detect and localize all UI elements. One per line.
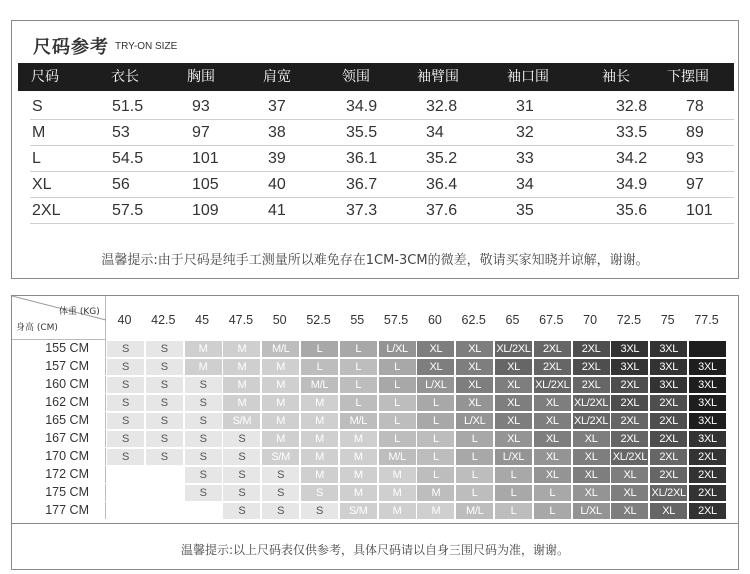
size-value: 89 — [686, 124, 704, 141]
fit-cell: L — [340, 377, 377, 393]
size-value: 51.5 — [112, 98, 144, 115]
size-value: 41 — [268, 202, 286, 219]
header-collar: 领围 — [342, 69, 370, 85]
fit-cell: L — [456, 431, 493, 447]
fit-cell: S — [146, 395, 183, 411]
fit-cell: 3XL — [689, 395, 726, 411]
fit-cell: S — [223, 431, 260, 447]
fit-cell: 2XL — [573, 341, 610, 357]
fit-cell: M — [301, 449, 338, 465]
height-row-header — [12, 484, 106, 501]
height-label: 175 CM — [45, 485, 89, 499]
fit-cell: M/L — [456, 503, 493, 519]
weight-column-header: 40 — [117, 313, 132, 327]
height-axis-label: 身高 (CM) — [16, 323, 58, 333]
weight-column-header: 60 — [427, 313, 442, 327]
fit-cell: S — [301, 485, 338, 501]
fit-cell: XL — [495, 431, 532, 447]
fit-cell: 2XL — [534, 341, 571, 357]
size-value: 38 — [268, 124, 286, 141]
fit-cell: L — [417, 395, 454, 411]
fit-cell: M — [185, 341, 222, 357]
fit-cell: XL — [534, 395, 571, 411]
fit-cell: 2XL — [650, 449, 687, 465]
size-value: 97 — [192, 124, 210, 141]
fit-cell: M — [262, 413, 299, 429]
fit-cell: 3XL — [689, 431, 726, 447]
fit-cell: 3XL — [689, 377, 726, 393]
size-row — [30, 198, 734, 224]
size-label: XL — [32, 176, 52, 193]
weight-column-header: 67.5 — [539, 313, 564, 327]
header-sleeve: 袖长 — [602, 69, 630, 85]
fit-cell: 2XL — [573, 359, 610, 375]
fit-cell: XL — [495, 359, 532, 375]
fit-cell — [146, 467, 183, 483]
height-label: 155 CM — [45, 341, 89, 355]
size-value: 32.8 — [426, 98, 458, 115]
fit-cell: 3XL — [650, 377, 687, 393]
size-value: 105 — [192, 176, 219, 193]
fit-cell: M — [379, 485, 416, 501]
fit-cell: XL — [650, 503, 687, 519]
fit-cell: XL — [573, 449, 610, 465]
size-value: 97 — [686, 176, 704, 193]
fit-cell: XL — [417, 341, 454, 357]
fit-cell: M — [223, 395, 260, 411]
fit-cell: S/M — [340, 503, 377, 519]
fit-cell: 3XL — [650, 341, 687, 357]
height-label: 160 CM — [45, 377, 89, 391]
size-value: 34.2 — [616, 150, 648, 167]
fit-cell: M — [340, 467, 377, 483]
size-chart-title: 尺码参考 — [33, 37, 109, 58]
fit-cell: S — [146, 413, 183, 429]
size-row — [30, 120, 734, 146]
fit-cell: L — [417, 413, 454, 429]
fit-cell: M — [262, 395, 299, 411]
size-chart-subtitle: TRY-ON SIZE — [115, 41, 178, 52]
height-row-header — [12, 448, 106, 465]
size-value: 54.5 — [112, 150, 144, 167]
fit-cell — [689, 341, 726, 357]
fit-cell: XL/2XL — [612, 451, 648, 463]
fit-cell: L — [456, 467, 493, 483]
fit-cell: S — [185, 485, 222, 501]
size-value: 53 — [112, 124, 130, 141]
size-value: 93 — [686, 150, 704, 167]
fit-cell: XL/2XL — [573, 397, 609, 409]
weight-column-header: 52.5 — [306, 313, 331, 327]
size-row — [30, 146, 734, 172]
fit-cell: L/XL — [573, 503, 610, 519]
fit-cell: L — [534, 503, 571, 519]
fit-cell: XL — [611, 485, 648, 501]
fit-cell: L — [495, 503, 532, 519]
fit-cell: XL — [456, 395, 493, 411]
fit-cell: 2XL — [689, 467, 726, 483]
fit-cell: M — [340, 449, 377, 465]
height-row-header — [12, 340, 106, 357]
fit-cell: M — [379, 503, 416, 519]
fit-cell: L — [456, 449, 493, 465]
fit-cell: 2XL — [611, 395, 648, 411]
size-value: 33 — [516, 150, 534, 167]
fit-cell: 2XL — [650, 413, 687, 429]
fit-cell: 3XL — [689, 359, 726, 375]
size-value: 37.6 — [426, 202, 458, 219]
fit-cell: M — [379, 467, 416, 483]
size-value: 93 — [192, 98, 210, 115]
fit-cell: 2XL — [611, 431, 648, 447]
fit-cell: L — [379, 395, 416, 411]
fit-cell: S/M — [223, 413, 260, 429]
weight-column-header: 47.5 — [228, 313, 254, 327]
fit-cell: M — [185, 359, 222, 375]
fit-cell: XL — [456, 341, 493, 357]
size-value: 34.9 — [616, 176, 648, 193]
fit-cell: XL — [611, 467, 648, 483]
height-row-header — [12, 412, 106, 429]
fit-cell: XL — [534, 449, 571, 465]
size-value: 35 — [516, 202, 534, 219]
size-value: 33.5 — [616, 124, 648, 141]
fit-cell: 2XL — [689, 485, 726, 501]
size-value: 35.5 — [346, 124, 378, 141]
fit-cell: XL — [573, 485, 610, 501]
size-label: L — [32, 150, 41, 167]
fit-cell: S — [107, 359, 144, 375]
fit-cell: L/XL — [495, 449, 532, 465]
fit-cell: 2XL — [650, 395, 687, 411]
fit-cell: 2XL — [611, 413, 648, 429]
fit-cell: M — [223, 377, 260, 393]
fit-cell: M — [301, 413, 338, 429]
weight-column-header: 72.5 — [616, 313, 642, 327]
size-value: 36.4 — [426, 176, 458, 193]
fit-cell: S — [262, 503, 299, 519]
fit-cell: L — [301, 341, 338, 357]
header-length: 衣长 — [111, 69, 139, 85]
fit-cell: 2XL — [689, 503, 726, 519]
height-label: 170 CM — [45, 449, 89, 463]
fit-cell: M — [340, 431, 377, 447]
size-value: 36.7 — [346, 176, 378, 193]
size-value: 36.1 — [346, 150, 378, 167]
fit-cell: M — [301, 395, 338, 411]
fit-cell: XL/2XL — [535, 379, 570, 391]
fit-cell: L — [379, 413, 416, 429]
fit-cell: L — [379, 431, 416, 447]
fit-cell: S — [107, 341, 144, 357]
fit-cell: S — [146, 341, 183, 357]
fit-cell: S — [185, 449, 222, 465]
size-chart-note: 温馨提示:由于尺码是纯手工测量所以难免存在1CM-3CM的微差，敬请买家知晓并谅解，谢谢。 — [101, 253, 649, 268]
size-value: 40 — [268, 176, 286, 193]
fit-cell: L — [301, 359, 338, 375]
fit-cell: S — [107, 449, 144, 465]
fit-cell: S — [185, 377, 222, 393]
fit-cell: M/L — [262, 341, 299, 357]
fit-cell — [146, 503, 183, 519]
weight-column-header: 62.5 — [461, 313, 486, 327]
fit-cell: M — [340, 485, 377, 501]
height-label: 177 CM — [45, 503, 89, 517]
fit-cell: XL — [534, 467, 571, 483]
fit-cell: 3XL — [689, 413, 726, 429]
fit-cell: M/L — [379, 449, 416, 465]
fit-cell: M — [417, 503, 454, 519]
fit-cell — [146, 485, 183, 501]
size-label: M — [32, 124, 46, 141]
size-value: 101 — [192, 150, 219, 167]
fit-cell: 2XL — [573, 377, 610, 393]
fit-cell: 2XL — [611, 377, 648, 393]
fit-cell: 2XL — [650, 431, 687, 447]
fit-cell: L — [340, 359, 377, 375]
fit-cell: S — [262, 467, 299, 483]
fit-cell: L — [417, 449, 454, 465]
size-label: S — [32, 98, 43, 115]
header-shoulder: 肩宽 — [263, 69, 291, 85]
height-row-header — [12, 358, 106, 375]
fit-cell — [107, 485, 144, 501]
fit-cell: XL — [417, 359, 454, 375]
weight-column-header: 77.5 — [694, 313, 719, 327]
fit-cell: L — [379, 359, 416, 375]
fit-cell: 3XL — [611, 341, 648, 357]
size-value: 35.2 — [426, 150, 458, 167]
fit-cell: L — [340, 395, 377, 411]
size-value: 78 — [686, 98, 704, 115]
weight-column-header: 42.5 — [151, 313, 176, 327]
fit-cell: 2XL — [650, 467, 687, 483]
fit-cell: XL — [456, 377, 493, 393]
height-row-header — [12, 466, 106, 483]
fit-cell: XL — [495, 413, 532, 429]
fit-cell: S — [301, 503, 338, 519]
fit-cell: M — [301, 431, 338, 447]
fit-cell: XL/2XL — [496, 343, 531, 355]
fit-cell: S — [107, 395, 144, 411]
fit-cell: M — [223, 359, 260, 375]
weight-column-header: 57.5 — [383, 313, 409, 327]
fit-cell: M — [417, 485, 454, 501]
height-label: 162 CM — [45, 395, 89, 409]
fit-cell: XL/2XL — [651, 487, 686, 499]
fit-cell: S — [185, 431, 222, 447]
height-label: 167 CM — [45, 431, 89, 445]
fit-cell — [185, 503, 222, 519]
fit-cell: M — [262, 431, 299, 447]
size-value: 39 — [268, 150, 286, 167]
fit-cell: XL — [495, 377, 532, 393]
fit-cell: L — [417, 431, 454, 447]
size-value: 32 — [516, 124, 534, 141]
fit-cell: XL — [611, 503, 648, 519]
fit-cell: S — [185, 395, 222, 411]
size-chart-panel — [11, 20, 739, 279]
fit-cell: M — [262, 359, 299, 375]
fit-cell: M/L — [301, 377, 338, 393]
fit-cell: S — [146, 359, 183, 375]
size-value: 101 — [686, 202, 713, 219]
corner-diagonal-line — [12, 296, 106, 340]
fit-cell — [107, 503, 144, 519]
fit-cell: S — [223, 449, 260, 465]
size-chart-header — [18, 63, 734, 91]
size-value: 37 — [268, 98, 286, 115]
fit-cell: S — [223, 503, 260, 519]
size-label: 2XL — [32, 202, 61, 219]
fit-cell: S — [107, 431, 144, 447]
fit-cell: 3XL — [611, 359, 648, 375]
weight-column-header: 65 — [505, 313, 520, 327]
fit-cell: M — [262, 377, 299, 393]
fit-cell: S — [146, 449, 183, 465]
size-value: 56 — [112, 176, 130, 193]
fit-cell: L — [417, 467, 454, 483]
fit-cell — [107, 467, 144, 483]
fit-cell: S — [146, 377, 183, 393]
fit-cell: L — [340, 341, 377, 357]
fit-cell: S — [185, 467, 222, 483]
size-value: 37.3 — [346, 202, 378, 219]
header-size: 尺码 — [31, 69, 59, 85]
fit-cell: XL — [534, 413, 571, 429]
fit-cell: M — [301, 467, 338, 483]
fit-cell: L — [379, 377, 416, 393]
fit-cell: 2XL — [534, 359, 571, 375]
fit-cell: S — [223, 467, 260, 483]
fit-cell: L/XL — [379, 341, 416, 357]
fit-cell: XL/2XL — [573, 415, 609, 427]
size-value: 35.6 — [616, 202, 648, 219]
height-label: 165 CM — [45, 413, 89, 427]
size-value: 109 — [192, 202, 219, 219]
fit-chart-divider — [12, 523, 738, 524]
fit-cell: S/M — [262, 449, 299, 465]
fit-chart-panel — [11, 295, 739, 570]
fit-cell: S — [107, 377, 144, 393]
height-row-header — [12, 394, 106, 411]
fit-cell: 2XL — [689, 449, 726, 465]
fit-cell: 3XL — [650, 359, 687, 375]
weight-column-header: 55 — [350, 313, 365, 327]
fit-cell: L — [534, 485, 571, 501]
fit-chart-note: 温馨提示:以上尺码表仅供参考，具体尺码请以自身三围尺码为准，谢谢。 — [180, 543, 570, 557]
height-row-header — [12, 430, 106, 447]
size-row — [30, 94, 734, 120]
fit-cell: XL — [573, 467, 610, 483]
height-row-header — [12, 502, 106, 519]
header-cuff: 袖口围 — [507, 69, 549, 85]
size-value: 57.5 — [112, 202, 144, 219]
weight-axis-label: 体重 (KG) — [59, 307, 100, 317]
fit-cell: S — [262, 485, 299, 501]
weight-column-header: 70 — [583, 313, 598, 327]
fit-cell: XL — [456, 359, 493, 375]
size-value: 34 — [426, 124, 444, 141]
fit-cell: L — [495, 467, 532, 483]
header-chest: 胸围 — [187, 69, 215, 85]
weight-column-header: 45 — [195, 313, 210, 327]
fit-cell: XL — [573, 431, 610, 447]
fit-cell: S — [107, 413, 144, 429]
fit-cell: L — [495, 485, 532, 501]
size-value: 31 — [516, 98, 534, 115]
fit-cell: XL — [495, 395, 532, 411]
fit-cell: L/XL — [456, 413, 493, 429]
fit-cell: L — [456, 485, 493, 501]
size-row — [30, 172, 734, 198]
size-value: 32.8 — [616, 98, 648, 115]
fit-cell: S — [146, 431, 183, 447]
header-arm: 袖臂围 — [417, 69, 459, 85]
height-row-header — [12, 376, 106, 393]
height-label: 172 CM — [45, 467, 89, 481]
fit-cell: M/L — [340, 413, 377, 429]
fit-cell: S — [223, 485, 260, 501]
height-label: 157 CM — [45, 359, 89, 373]
fit-cell: XL — [534, 431, 571, 447]
header-hem: 下摆围 — [667, 69, 709, 85]
fit-cell: L/XL — [417, 377, 454, 393]
weight-column-header: 75 — [660, 313, 675, 327]
fit-chart-corner — [12, 296, 106, 340]
fit-cell: S — [185, 413, 222, 429]
fit-cell: M — [223, 341, 260, 357]
size-value: 34.9 — [346, 98, 378, 115]
size-value: 34 — [516, 176, 534, 193]
weight-column-header: 50 — [272, 313, 287, 327]
